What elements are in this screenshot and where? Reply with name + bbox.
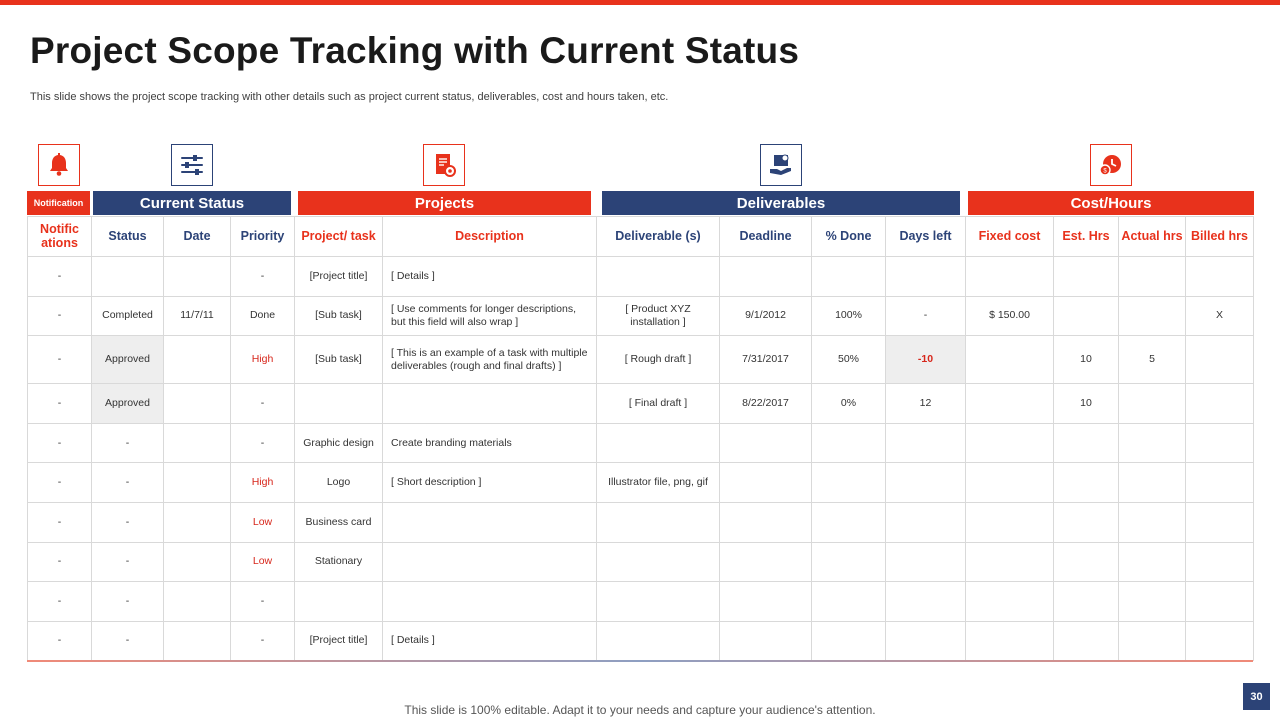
footer-note: This slide is 100% editable. Adapt it to your needs and capture your audience's attention. <box>404 703 876 717</box>
cell-pct-done: 100% <box>812 296 886 336</box>
cell-billed-hrs: X <box>1186 296 1254 336</box>
cell-notification: - <box>28 336 92 384</box>
cell-deliverable <box>597 423 720 463</box>
cell-pct-done <box>812 463 886 503</box>
cell-deliverable: [ Rough draft ] <box>597 336 720 384</box>
header-pct-done: % Done <box>812 217 886 257</box>
cell-deadline: 7/31/2017 <box>720 336 812 384</box>
cell-description <box>383 502 597 542</box>
cell-status: - <box>92 502 164 542</box>
cell-notification: - <box>28 621 92 661</box>
cell-fixed-cost <box>966 542 1054 582</box>
cell-description: [ Details ] <box>383 257 597 297</box>
cell-days-left: - <box>886 296 966 336</box>
cell-project-task: [Sub task] <box>295 296 383 336</box>
cell-date <box>164 582 231 622</box>
cell-deliverable <box>597 542 720 582</box>
cell-deadline <box>720 423 812 463</box>
cell-date <box>164 336 231 384</box>
cell-date <box>164 502 231 542</box>
cell-actual-hrs <box>1119 463 1186 503</box>
cell-days-left <box>886 621 966 661</box>
header-actual-hrs: Actual hrs <box>1119 217 1186 257</box>
cell-date <box>164 621 231 661</box>
header-date: Date <box>164 217 231 257</box>
cell-actual-hrs <box>1119 621 1186 661</box>
header-priority: Priority <box>231 217 295 257</box>
cell-notification: - <box>28 542 92 582</box>
document-gear-icon <box>423 144 465 186</box>
cell-days-left <box>886 542 966 582</box>
banner-deliverables <box>602 191 960 215</box>
cell-status: - <box>92 463 164 503</box>
cell-actual-hrs <box>1119 502 1186 542</box>
cell-status: - <box>92 621 164 661</box>
table-row <box>28 384 1254 424</box>
header-days-left: Days left <box>886 217 966 257</box>
cell-est-hrs: 10 <box>1054 336 1119 384</box>
cell-deliverable <box>597 582 720 622</box>
banner-notification-label: Notification <box>33 198 84 208</box>
table-row <box>28 257 1254 297</box>
cell-actual-hrs <box>1119 423 1186 463</box>
cell-description <box>383 384 597 424</box>
cell-est-hrs <box>1054 296 1119 336</box>
cell-project-task <box>295 384 383 424</box>
cell-billed-hrs <box>1186 621 1254 661</box>
cell-project-task: [Sub task] <box>295 336 383 384</box>
cell-fixed-cost <box>966 257 1054 297</box>
cell-fixed-cost <box>966 621 1054 661</box>
cell-deliverable <box>597 257 720 297</box>
header-notifications: Notific ations <box>28 217 92 257</box>
cell-project-task: [Project title] <box>295 621 383 661</box>
cell-billed-hrs <box>1186 257 1254 297</box>
cell-est-hrs <box>1054 257 1119 297</box>
cell-deadline <box>720 582 812 622</box>
cell-pct-done <box>812 257 886 297</box>
banner-projects <box>298 191 591 215</box>
cell-date <box>164 423 231 463</box>
banner-deliverables-label: Deliverables <box>736 194 826 212</box>
cell-fixed-cost <box>966 384 1054 424</box>
cell-pct-done <box>812 423 886 463</box>
cell-pct-done <box>812 582 886 622</box>
cell-notification: - <box>28 502 92 542</box>
cell-fixed-cost <box>966 582 1054 622</box>
cell-fixed-cost <box>966 336 1054 384</box>
cell-notification: - <box>28 257 92 297</box>
cell-description: [ Short description ] <box>383 463 597 503</box>
cell-est-hrs <box>1054 582 1119 622</box>
cell-billed-hrs <box>1186 542 1254 582</box>
cell-priority: - <box>231 384 295 424</box>
cell-priority: High <box>231 463 295 503</box>
svg-text:$: $ <box>1103 168 1107 175</box>
cell-project-task: Stationary <box>295 542 383 582</box>
cell-est-hrs: 10 <box>1054 384 1119 424</box>
cell-status: Approved <box>92 384 164 424</box>
cell-description: Create branding materials <box>383 423 597 463</box>
cell-fixed-cost <box>966 463 1054 503</box>
cell-notification: - <box>28 423 92 463</box>
cell-description: [ Details ] <box>383 621 597 661</box>
cell-days-left <box>886 582 966 622</box>
cell-date <box>164 542 231 582</box>
cell-description <box>383 582 597 622</box>
cell-notification: - <box>28 582 92 622</box>
cell-status <box>92 257 164 297</box>
scope-tracking-table <box>27 216 1254 661</box>
page-subtitle: This slide shows the project scope tracking with other details such as project current status, deliverables, cost and hours taken, etc. <box>30 91 669 103</box>
cell-date <box>164 257 231 297</box>
cell-description <box>383 542 597 582</box>
cell-days-left <box>886 423 966 463</box>
cell-notification: - <box>28 463 92 503</box>
cell-priority: Done <box>231 296 295 336</box>
top-accent-bar <box>0 0 1280 5</box>
table-row <box>28 336 1254 384</box>
cell-actual-hrs <box>1119 257 1186 297</box>
cell-billed-hrs <box>1186 463 1254 503</box>
cell-priority: - <box>231 621 295 661</box>
cell-description: [ This is an example of a task with multiple deliverables (rough and final drafts) ] <box>383 336 597 384</box>
banner-cost-hours-label: Cost/Hours <box>1070 194 1152 212</box>
cell-billed-hrs <box>1186 423 1254 463</box>
cell-status: - <box>92 542 164 582</box>
cell-status: - <box>92 423 164 463</box>
cell-billed-hrs <box>1186 502 1254 542</box>
cell-deadline <box>720 257 812 297</box>
cell-project-task: [Project title] <box>295 257 383 297</box>
cell-status: Completed <box>92 296 164 336</box>
table-row <box>28 621 1254 661</box>
banner-current-status <box>93 191 291 215</box>
cell-project-task: Business card <box>295 502 383 542</box>
banner-projects-label: Projects <box>414 194 475 212</box>
table-header-row <box>28 217 1254 257</box>
cell-deliverable <box>597 502 720 542</box>
header-billed-hrs: Billed hrs <box>1186 217 1254 257</box>
table-bottom-rule <box>27 660 1253 662</box>
cell-deadline <box>720 621 812 661</box>
table-row <box>28 463 1254 503</box>
cell-fixed-cost: $ 150.00 <box>966 296 1054 336</box>
cell-priority: - <box>231 423 295 463</box>
cell-project-task <box>295 582 383 622</box>
page-title: Project Scope Tracking with Current Status <box>30 30 800 71</box>
cell-actual-hrs <box>1119 384 1186 424</box>
cell-pct-done <box>812 542 886 582</box>
cell-actual-hrs: 5 <box>1119 336 1186 384</box>
header-deliverables: Deliverable (s) <box>597 217 720 257</box>
cell-fixed-cost <box>966 502 1054 542</box>
cell-fixed-cost <box>966 423 1054 463</box>
table-row <box>28 423 1254 463</box>
header-project-task: Project/ task <box>295 217 383 257</box>
header-description: Description <box>383 217 597 257</box>
cell-deliverable: Illustrator file, png, gif <box>597 463 720 503</box>
header-est-hrs: Est. Hrs <box>1054 217 1119 257</box>
money-clock-icon <box>1090 144 1132 186</box>
cell-days-left <box>886 463 966 503</box>
cell-priority: Low <box>231 542 295 582</box>
table-row <box>28 542 1254 582</box>
cell-deadline: 8/22/2017 <box>720 384 812 424</box>
cell-status: - <box>92 582 164 622</box>
cell-deadline <box>720 542 812 582</box>
cell-priority: High <box>231 336 295 384</box>
banner-cost-hours <box>968 191 1254 215</box>
cell-days-left: 12 <box>886 384 966 424</box>
cell-notification: - <box>28 296 92 336</box>
cell-est-hrs <box>1054 502 1119 542</box>
bell-icon <box>38 144 80 186</box>
cell-priority: Low <box>231 502 295 542</box>
header-fixed-cost: Fixed cost <box>966 217 1054 257</box>
cell-status: Approved <box>92 336 164 384</box>
cell-deadline: 9/1/2012 <box>720 296 812 336</box>
cell-days-left <box>886 502 966 542</box>
cell-est-hrs <box>1054 542 1119 582</box>
cell-deliverable: [ Product XYZ installation ] <box>597 296 720 336</box>
table-row <box>28 502 1254 542</box>
cell-date <box>164 384 231 424</box>
banner-current-status-label: Current Status <box>139 194 245 212</box>
cell-days-left <box>886 257 966 297</box>
sliders-icon <box>171 144 213 186</box>
header-deadline: Deadline <box>720 217 812 257</box>
cell-days-left: -10 <box>886 336 966 384</box>
cell-project-task: Graphic design <box>295 423 383 463</box>
cell-billed-hrs <box>1186 336 1254 384</box>
cell-date <box>164 463 231 503</box>
cell-deadline <box>720 502 812 542</box>
cell-priority: - <box>231 257 295 297</box>
banner-notification <box>27 191 90 215</box>
cell-est-hrs <box>1054 463 1119 503</box>
cell-pct-done: 50% <box>812 336 886 384</box>
cell-est-hrs <box>1054 621 1119 661</box>
table-row <box>28 296 1254 336</box>
box-hand-icon <box>760 144 802 186</box>
cell-deliverable <box>597 621 720 661</box>
cell-project-task: Logo <box>295 463 383 503</box>
cell-billed-hrs <box>1186 582 1254 622</box>
cell-pct-done <box>812 621 886 661</box>
cell-billed-hrs <box>1186 384 1254 424</box>
cell-deliverable: [ Final draft ] <box>597 384 720 424</box>
page-number: 30 <box>1243 683 1270 710</box>
cell-est-hrs <box>1054 423 1119 463</box>
cell-pct-done <box>812 502 886 542</box>
cell-description: [ Use comments for longer descriptions, but this field will also wrap ] <box>383 296 597 336</box>
header-status: Status <box>92 217 164 257</box>
cell-priority: - <box>231 582 295 622</box>
cell-deadline <box>720 463 812 503</box>
cell-actual-hrs <box>1119 542 1186 582</box>
cell-pct-done: 0% <box>812 384 886 424</box>
cell-date: 11/7/11 <box>164 296 231 336</box>
table-row <box>28 582 1254 622</box>
cell-notification: - <box>28 384 92 424</box>
cell-actual-hrs <box>1119 582 1186 622</box>
cell-actual-hrs <box>1119 296 1186 336</box>
